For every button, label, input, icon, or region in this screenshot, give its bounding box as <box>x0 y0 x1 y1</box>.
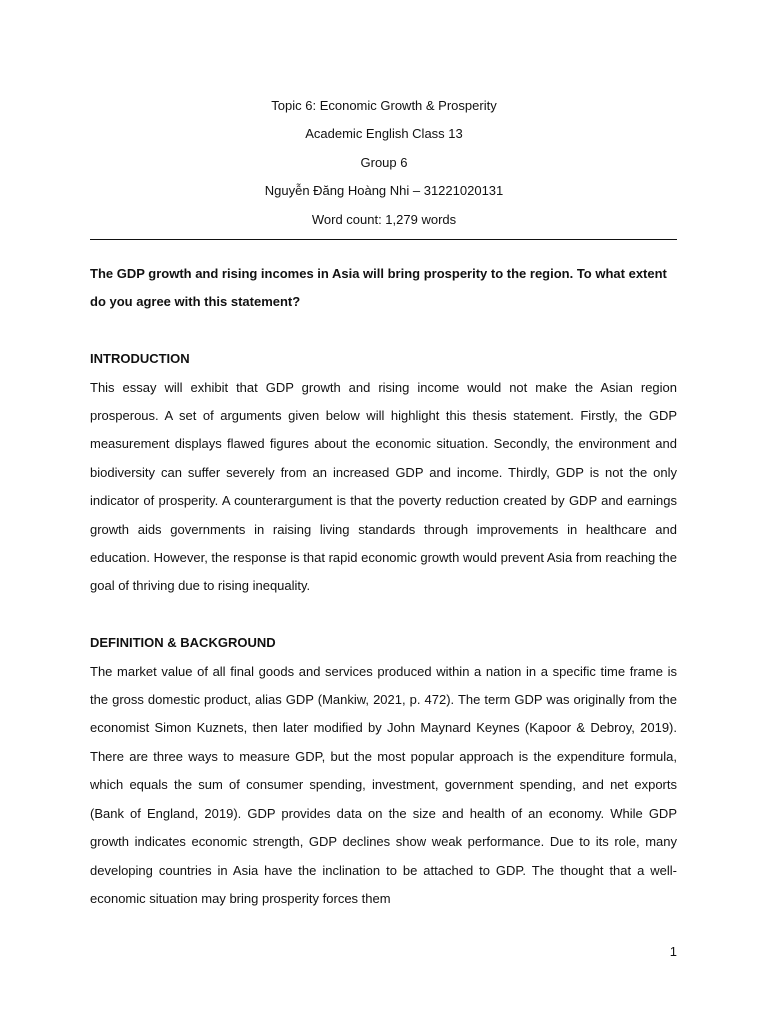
topic-line: Topic 6: Economic Growth & Prosperity <box>271 98 497 113</box>
word-count-line: Word count: 1,279 words <box>311 211 457 227</box>
document-header <box>0 92 768 234</box>
page-number: 1 <box>669 944 677 959</box>
essay-body <box>90 260 677 913</box>
essay-question: The GDP growth and rising incomes in Asia will bring prosperity to the region. To what extent do you agree with this statement? <box>90 266 667 310</box>
definition-heading: DEFINITION & BACKGROUND <box>90 635 276 651</box>
header-divider <box>90 239 677 240</box>
introduction-heading: INTRODUCTION <box>90 351 190 367</box>
introduction-paragraph: This essay will exhibit that GDP growth and rising income would not make the Asian region prosperous. A set of arguments given below will highlight this thesis statement. Firstly, the GDP measurement displays flawed figures about the economic situation. Secondly, the environment and biodiversity can suffer severely from an increased GDP and income. Thirdly, GDP is not the only indicator of prosperity. A counterargument is that the poverty reduction created by GDP and earnings growth aids governments in raising living standards through improvements in healthcare and education. However, the response is that rapid economic growth would prevent Asia from reaching the goal of thriving due to rising inequality. <box>90 379 677 594</box>
class-line: Academic English Class 13 <box>305 126 463 142</box>
spacer <box>90 601 677 629</box>
author-line: Nguyễn Đăng Hoàng Nhi – 31221020131 <box>264 183 504 199</box>
spacer <box>90 317 677 345</box>
definition-paragraph: The market value of all final goods and services produced within a nation in a specific time frame is the gross domestic product, alias GDP (Mankiw, 2021, p. 472). The term GDP was originally from the economist Simon Kuznets, then later modified by John Maynard Keynes (Kapoor & Debroy, 2019). There are three ways to measure GDP, but the most popular approach is the expenditure formula, which equals the sum of consumer spending, investment, government spending, and net exports (Bank of England, 2019). GDP provides data on the size and health of an economy. While GDP growth indicates economic strength, GDP declines show weak performance. Due to its role, many developing countries in Asia have the inclination to be attached to GDP. The thought that a well-economic situation may bring prosperity forces them <box>90 663 677 906</box>
group-line: Group 6 <box>360 154 408 170</box>
